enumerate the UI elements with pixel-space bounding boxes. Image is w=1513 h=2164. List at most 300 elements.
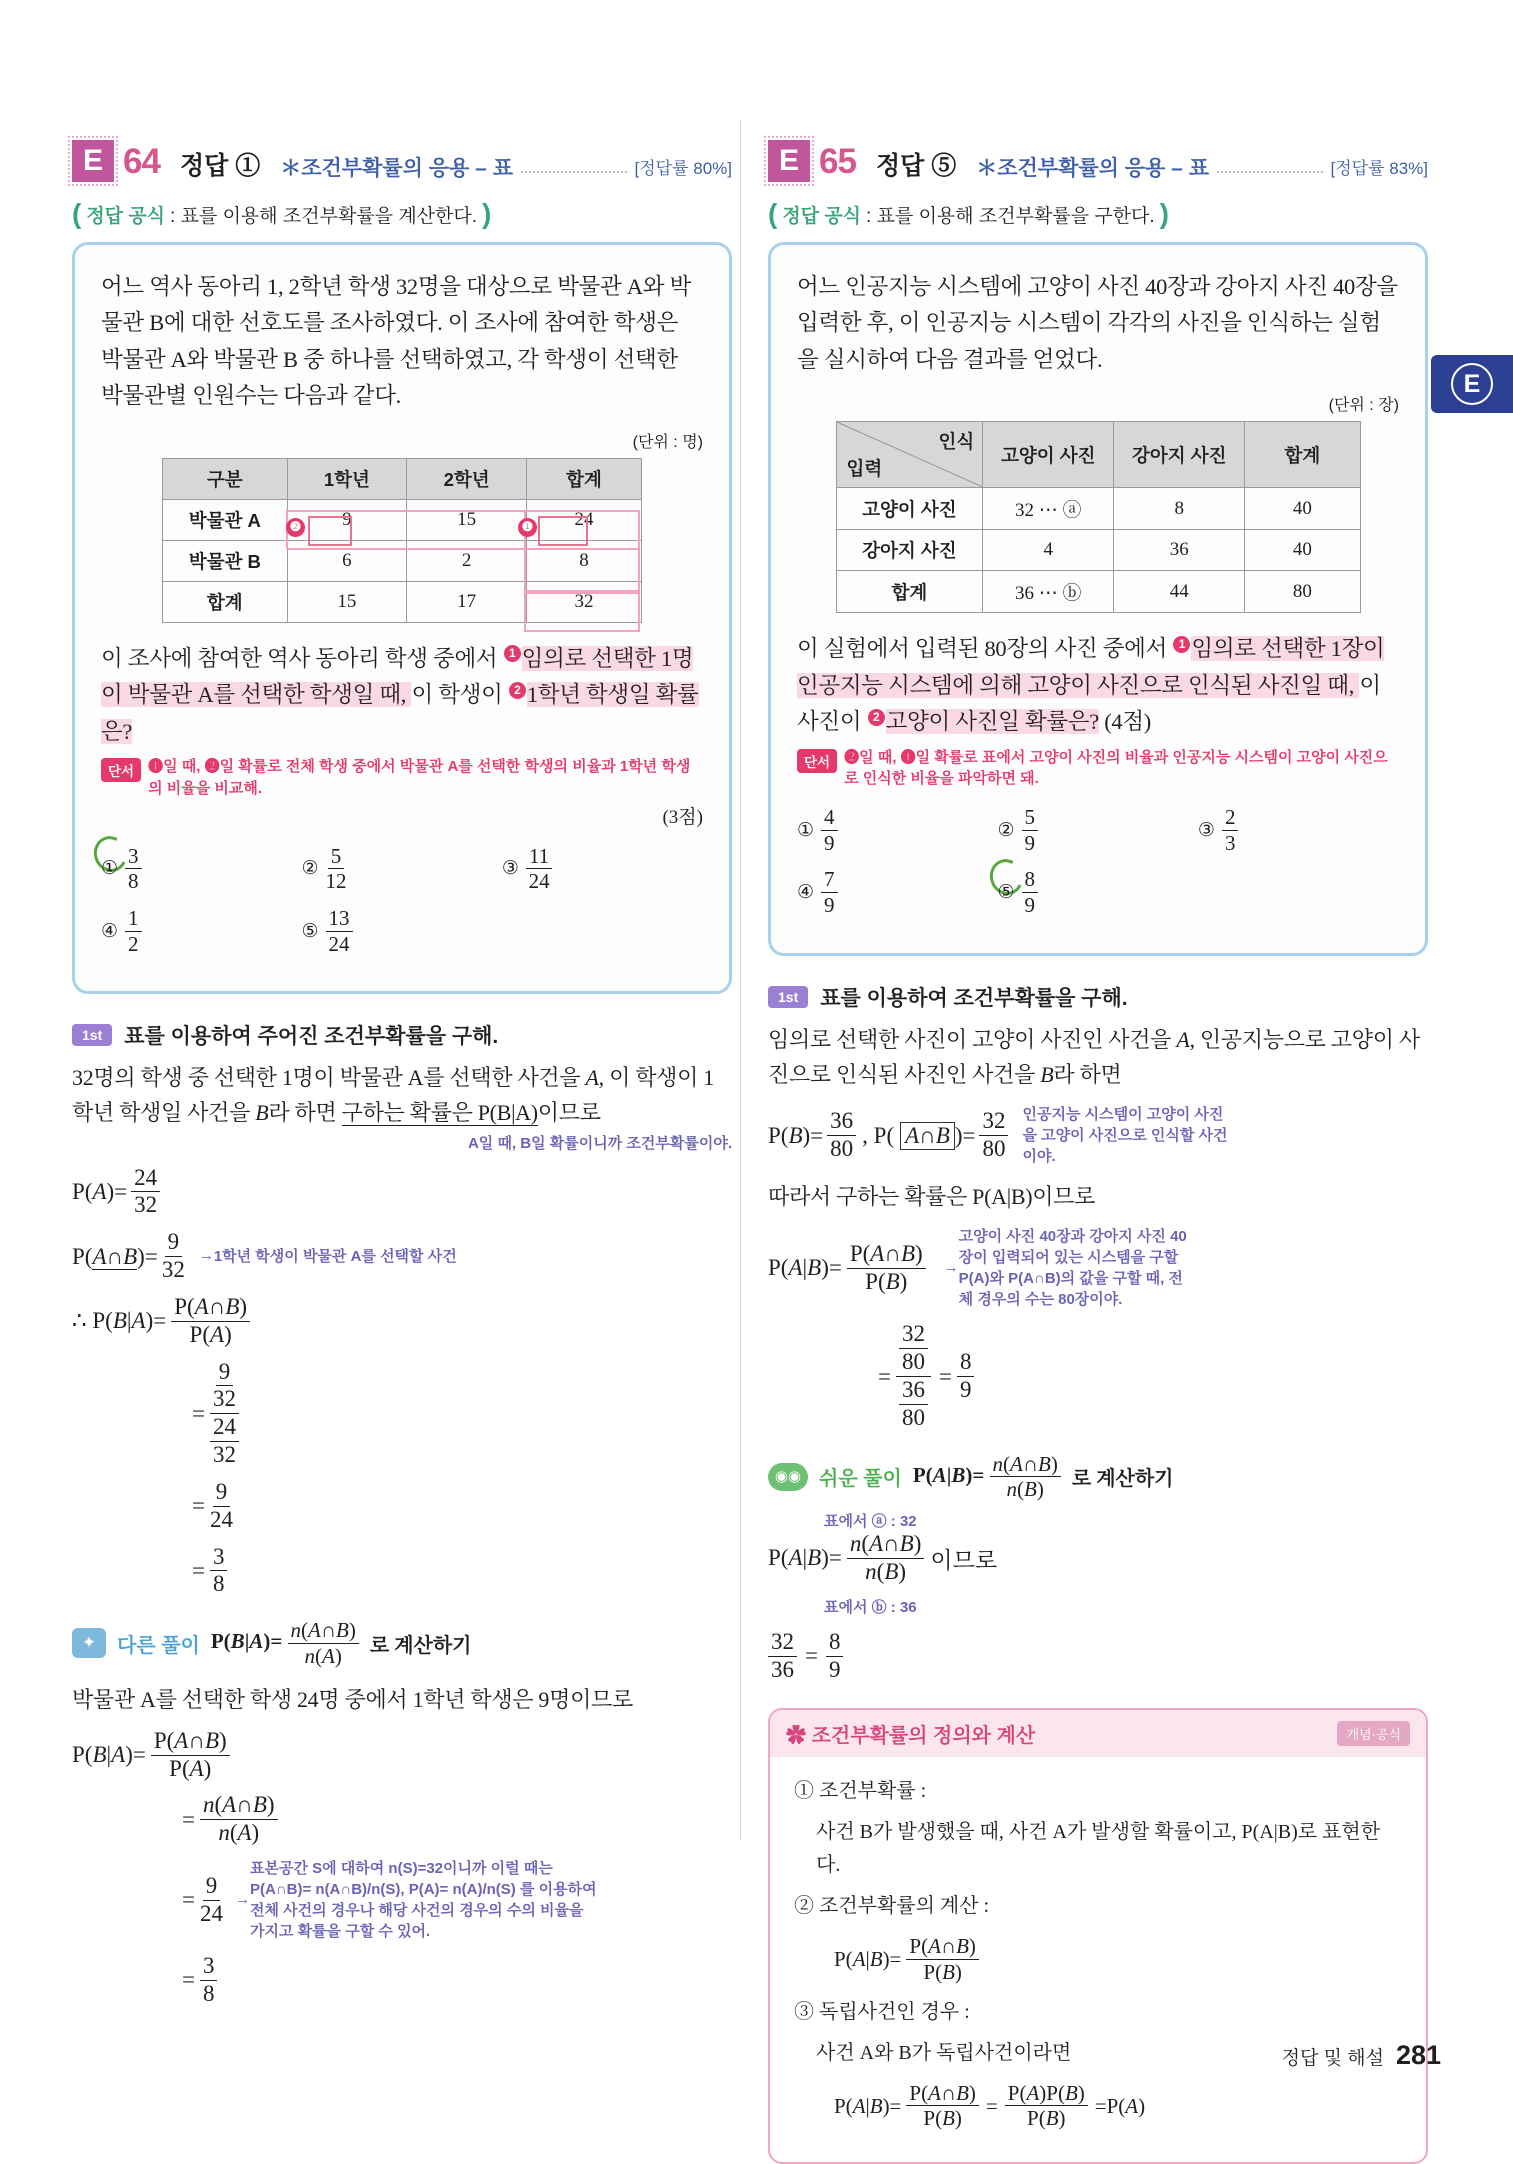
q-highlight-2: 고양이 사진일 확률은? bbox=[885, 709, 1099, 735]
solution-line-1 bbox=[72, 1060, 732, 1130]
alt-formula-fraction bbox=[288, 1619, 359, 1667]
eq-PAB65-fraction bbox=[979, 1109, 1008, 1162]
res4-numer: 3 bbox=[210, 1545, 228, 1572]
choice-4[interactable] bbox=[797, 868, 997, 916]
q-badge-1: 1 bbox=[504, 645, 521, 662]
alt-formula-denom: n(A) bbox=[304, 1643, 342, 1668]
chapter-chip-icon: E bbox=[768, 140, 810, 182]
row2-c2: 17 bbox=[407, 581, 527, 622]
alt-arrow-icon: → bbox=[234, 1891, 250, 1908]
eq-cond65-numer: P(A∩B) bbox=[847, 1242, 926, 1269]
eq-PB-PAB: P(B)= $\frac{36}{80}$ , P( A∩B )= $\frac{32}{80}$ 인공지능 시스템이 고양이 사진을 고양이 사진으로 인식할 사건이야. bbox=[768, 1104, 1428, 1167]
alt-eq1-denom: P(A) bbox=[169, 1755, 212, 1781]
solution-64 bbox=[72, 1020, 732, 2006]
eq-conditional: ∴ P(B|A)= $\frac{P(A\cap B)}{P(A)}$ bbox=[72, 1295, 732, 1348]
column-divider bbox=[740, 120, 741, 1840]
choice-3-numer: 2 bbox=[1222, 806, 1239, 831]
choice-5-num: ⑤ bbox=[301, 920, 319, 942]
res2-denom: 32 bbox=[212, 1442, 236, 1468]
choice-2-denom: 12 bbox=[325, 869, 347, 894]
concept-title-text: 조건부확률의 정의와 계산 bbox=[811, 1725, 1036, 1748]
concept-item-2: ② 조건부확률의 계산 : bbox=[794, 1895, 990, 1918]
choice-2-denom: 9 bbox=[1024, 830, 1035, 855]
corner-bottom-label: 입력 bbox=[846, 458, 883, 480]
th-1: 고양이 사진 bbox=[983, 422, 1114, 488]
answer-label bbox=[180, 146, 260, 182]
correct-rate: [정답률 80%] bbox=[634, 159, 732, 178]
eq-65-bot bbox=[899, 1377, 928, 1431]
res-top-denom: 80 bbox=[901, 1349, 925, 1375]
problem-stem: 어느 역사 동아리 1, 2학년 학생 32명을 대상으로 박물관 A와 박물관 B에 대한 선호도를 조사하였다. 이 조사에 참여한 학생은 박물관 A와 박물관 B 중 하나를 선택하였고, 각 학생이 선택한 박물관별 인원수는 다음과 같다. bbox=[101, 274, 691, 409]
easy-solution-label: 쉬운 풀이 bbox=[819, 1468, 902, 1491]
eq-PB-fraction bbox=[827, 1109, 856, 1162]
choices-row-1 bbox=[797, 806, 1399, 854]
eq-step-2: = $\frac{9}{24}$ bbox=[192, 1478, 233, 1532]
eq-cond-denom: P(A) bbox=[189, 1321, 232, 1347]
easy-mid-text: 이므로 bbox=[930, 1547, 998, 1573]
points-65: (4점) bbox=[1104, 709, 1152, 735]
row0-c3: 24 bbox=[527, 499, 642, 540]
q-badge-2: 2 bbox=[509, 682, 526, 699]
alt-final-denom: 8 bbox=[202, 1980, 215, 2006]
choice-spacer bbox=[502, 907, 702, 955]
concept-item-1: ① 조건부확률 : bbox=[794, 1780, 927, 1803]
row1-label: 강아지 사진 bbox=[836, 530, 983, 571]
choice-1-fraction bbox=[125, 845, 142, 893]
eq-PAB-numer: 9 bbox=[165, 1230, 183, 1257]
easy-final-numer: 32 bbox=[768, 1630, 797, 1657]
eq-cond-numer: P(A∩B) bbox=[171, 1295, 250, 1322]
data-table-64-wrap bbox=[162, 458, 642, 623]
row0-c3: 40 bbox=[1245, 488, 1360, 530]
concept-tag: 개념·공식 bbox=[1337, 1721, 1410, 1746]
eq-PAB-denom: 32 bbox=[161, 1257, 185, 1283]
sol-event-A: A bbox=[1176, 1026, 1190, 1052]
row0-c2: 8 bbox=[1114, 488, 1245, 530]
alt-eq2-fraction bbox=[200, 1793, 278, 1846]
hint-row-64 bbox=[101, 756, 703, 800]
choice-2-fraction bbox=[1022, 806, 1039, 854]
res-final-numer: 8 bbox=[957, 1350, 975, 1377]
flower-icon: ✿ bbox=[786, 1725, 806, 1748]
eq-PAB: P(A∩B)= $\frac{9}{32}$ → 1학년 학생이 박물관 A를 선택할 사건 bbox=[72, 1229, 457, 1283]
choice-4-fraction bbox=[821, 868, 838, 916]
step-text: 표를 이용하여 조건부확률을 구해. bbox=[820, 986, 1128, 1010]
problem-65-header bbox=[768, 130, 1428, 182]
choice-1-denom: 8 bbox=[128, 869, 139, 894]
table-row bbox=[163, 540, 642, 581]
table-row bbox=[836, 571, 1360, 613]
alt-eq3-fraction bbox=[200, 1874, 223, 1927]
res1-denom: 32 bbox=[212, 1386, 236, 1412]
res3-denom: 24 bbox=[209, 1506, 233, 1532]
row1-label: 박물관 B bbox=[163, 540, 288, 581]
row1-c2: 36 bbox=[1114, 530, 1245, 571]
alt-eq1-fraction bbox=[151, 1729, 230, 1782]
choices-row-2 bbox=[101, 907, 703, 955]
problem-question-64 bbox=[101, 641, 703, 750]
correct-rate: [정답률 83%] bbox=[1330, 159, 1428, 178]
concept-eq1-numer: P(A∩B) bbox=[906, 1935, 979, 1960]
choice-spacer bbox=[1198, 868, 1398, 916]
hint-tag: 단서 bbox=[797, 749, 837, 773]
row1-c1: 4 bbox=[983, 530, 1114, 571]
answer-value: ⑤ bbox=[931, 152, 957, 180]
choice-5-numer: 13 bbox=[326, 907, 353, 932]
concept-item-1-body: 사건 B가 발생했을 때, 사건 A가 발생할 확률이고, P(A|B)로 표현한다. bbox=[816, 1821, 1381, 1877]
row1-c1: 6 bbox=[287, 540, 407, 581]
alt-solution-note: 표본공간 S에 대하여 n(S)=32이니까 이럴 때는 P(A∩B)= n(A∩B)/n(S), P(A)= n(A)/n(S) 를 이용하여 전체 사건의 경우나 해당 사건의 경우의 수의 비율을 가지고 확률을 구할 수 있어. bbox=[249, 1860, 597, 1941]
alt-res-numer: 9 bbox=[203, 1874, 221, 1901]
choice-4-denom: 9 bbox=[824, 893, 835, 918]
eq-PAB-fraction bbox=[162, 1230, 185, 1283]
choice-1-num: ① bbox=[101, 858, 119, 880]
alt-formula-numer: n(A∩B) bbox=[288, 1619, 359, 1644]
choice-5[interactable] bbox=[997, 868, 1197, 916]
easy-note-a-wrap bbox=[768, 1511, 1428, 1532]
right-column bbox=[768, 0, 1428, 2164]
easy-eq: P(A|B)= $\frac{n(A\cap B)}{n(B)}$ 이므로 bbox=[768, 1531, 998, 1584]
answer-label-text: 정답 bbox=[875, 152, 925, 180]
th-2: 강아지 사진 bbox=[1114, 422, 1245, 488]
data-table-65-wrap bbox=[836, 421, 1361, 613]
alt-solution-line: 박물관 A를 선택한 학생 24명 중에서 1학년 학생은 9명이므로 bbox=[72, 1686, 633, 1712]
q-highlight-1: 임의로 선택한 1명이 박물관 A를 선택한 학생일 때, bbox=[101, 645, 694, 708]
data-table-64 bbox=[162, 458, 642, 623]
choice-3-fraction bbox=[1222, 806, 1239, 854]
q-part-2: 이 학생이 bbox=[411, 682, 508, 708]
choice-2[interactable] bbox=[301, 845, 501, 893]
alt-solution-formula: P(B|A)= $\frac{n(A\cap B)}{n(A)}$ bbox=[211, 1619, 359, 1667]
choice-5-numer: 8 bbox=[1022, 868, 1039, 893]
eq-65-complex-fraction bbox=[896, 1322, 931, 1430]
choices-row-1 bbox=[101, 845, 703, 893]
row0-label: 고양이 사진 bbox=[836, 488, 983, 530]
easy-solution-formula: P(A|B)= $\frac{n(A\cap B)}{n(B)}$ bbox=[913, 1453, 1061, 1501]
solution-line-1 bbox=[768, 1022, 1428, 1092]
res1-numer: 9 bbox=[216, 1360, 234, 1387]
eq-step1-top bbox=[213, 1360, 236, 1413]
choice-1-fraction bbox=[821, 806, 838, 854]
answer-formula-line-64 bbox=[72, 198, 732, 230]
eq-PAB65-numer: 32 bbox=[979, 1109, 1008, 1136]
choice-3-denom: 24 bbox=[528, 869, 550, 894]
eq-PA-denom: 32 bbox=[134, 1192, 158, 1218]
choice-5-denom: 24 bbox=[328, 931, 350, 956]
row1-c3: 8 bbox=[527, 540, 642, 581]
solution-step-65 bbox=[768, 982, 1428, 1012]
row2-c3: 80 bbox=[1245, 571, 1360, 613]
alt-eq-3: = $\frac{9}{24}$ → 표본공간 S에 대하여 n(S)=32이니까 이럴 때는 P(A∩B)= n(A∩B)/n(S), P(A)= n(A)/n(S) 를 이용하여 전체 사건의 경우나 해당 사건의 경우의 수의 비율을 가지고 확률을 구할 수 있어. bbox=[72, 1858, 732, 1942]
open-paren-icon: ( bbox=[768, 198, 778, 229]
sol-event-B: B bbox=[1040, 1062, 1054, 1087]
concept-eq1-fraction bbox=[906, 1935, 979, 1983]
alt-eq-2: = $\frac{n(A\cap B)}{n(A)}$ bbox=[72, 1793, 732, 1846]
choice-3-num: ③ bbox=[1197, 819, 1215, 841]
formula-label: 정답 공식 bbox=[782, 205, 862, 227]
choice-5-fraction bbox=[1022, 868, 1039, 916]
res2-numer: 24 bbox=[210, 1415, 239, 1442]
eq-cond65-denom: P(B) bbox=[865, 1268, 908, 1294]
q-part-1: 이 조사에 참여한 역사 동아리 학생 중에서 bbox=[101, 645, 503, 671]
choice-3[interactable] bbox=[502, 845, 702, 893]
concept-eq2b-fraction bbox=[1005, 2082, 1088, 2130]
solution-step-64 bbox=[72, 1020, 732, 1050]
easy-formula-fraction bbox=[990, 1453, 1061, 1501]
alt-eq-1: P(B|A)= $\frac{P(A\cap B)}{P(A)}$ bbox=[72, 1729, 732, 1782]
row2-label: 합계 bbox=[836, 571, 983, 613]
close-paren-icon: ) bbox=[1159, 198, 1169, 229]
row2-c3: 32 bbox=[527, 581, 642, 622]
formula-text: : 표를 이용해 조건부확률을 구한다. bbox=[866, 205, 1155, 227]
sol-l1d: 이므로 bbox=[537, 1100, 601, 1126]
alt-final-numer: 3 bbox=[200, 1954, 218, 1981]
problem-stem: 어느 인공지능 시스템에 고양이 사진 40장과 강아지 사진 40장을 입력한 후, 이 인공지능 시스템이 각각의 사진을 인식하는 실험을 실시하여 다음 결과를 얻었다. bbox=[797, 274, 1398, 372]
problem-question-65 bbox=[797, 631, 1399, 740]
formula-label: 정답 공식 bbox=[86, 205, 166, 227]
row2-c2: 44 bbox=[1114, 571, 1245, 613]
concept-eq2b-numer: P(A)P(B) bbox=[1005, 2082, 1088, 2107]
choice-5-fraction bbox=[326, 907, 353, 955]
hint-text: ❶일 때, ❷일 확률로 전체 학생 중에서 박물관 A를 선택한 학생의 비율과 1학년 학생의 비율을 비교해. bbox=[148, 758, 691, 797]
choice-1-denom: 9 bbox=[824, 830, 835, 855]
hint-tag: 단서 bbox=[101, 758, 141, 782]
unit-note: (단위 : 장) bbox=[1328, 397, 1399, 415]
easy-final-eq: $\frac{32}{36}$ = $\frac{8}{9}$ bbox=[768, 1630, 1428, 1683]
solution-note-2: 1학년 학생이 박물관 A를 선택할 사건 bbox=[213, 1248, 457, 1266]
solution-65 bbox=[768, 982, 1428, 2164]
eq-PAB65-denom: 80 bbox=[982, 1136, 1006, 1162]
chapter-side-tab bbox=[1431, 355, 1513, 413]
th-3: 합계 bbox=[527, 458, 642, 499]
answer-value: ① bbox=[235, 152, 261, 180]
marker-badge-1: ❶ bbox=[518, 518, 537, 537]
q-badge-1: 1 bbox=[1173, 636, 1190, 653]
easy-final-denom: 36 bbox=[771, 1656, 794, 1682]
concept-item-3: ③ 독립사건인 경우 : bbox=[794, 2000, 970, 2023]
res4-denom: 8 bbox=[212, 1571, 225, 1597]
row2-c1: 15 bbox=[287, 581, 407, 622]
sol-l1-underlined: 구하는 확률은 P(B|A) bbox=[341, 1100, 538, 1126]
easy-note-b: 표에서 ⓑ : 36 bbox=[824, 1598, 917, 1616]
concept-body bbox=[770, 1757, 1426, 2162]
choice-1[interactable] bbox=[797, 806, 997, 854]
easy-eq-denom: n(B) bbox=[865, 1558, 907, 1584]
row2-c1: 36 ⋯ ⓑ bbox=[983, 571, 1114, 613]
hint-text: ❷일 때, ❶일 확률로 표에서 고양이 사진의 비율과 인공지능 시스템이 고양이 사진으로 인식한 비율을 파악하면 돼. bbox=[844, 748, 1388, 788]
easy-eq-fraction bbox=[847, 1532, 925, 1585]
marker-badge-2: ❷ bbox=[286, 518, 305, 537]
concept-eq2b-denom: P(B) bbox=[1027, 2106, 1066, 2131]
q-badge-2: 2 bbox=[868, 709, 885, 726]
sol-event-A: A bbox=[585, 1065, 599, 1091]
answer-label-text: 정답 bbox=[179, 152, 229, 180]
problem-64-header bbox=[72, 130, 732, 182]
concept-eq2-denom: P(B) bbox=[923, 2106, 962, 2131]
choices-row-2 bbox=[797, 868, 1399, 916]
alt-eq2-numer: n(A∩B) bbox=[200, 1793, 278, 1820]
choice-3-numer: 11 bbox=[526, 845, 552, 870]
step-tag: 1st bbox=[768, 986, 808, 1008]
eq-65-final-fraction bbox=[957, 1350, 975, 1403]
eq-cond65-fraction bbox=[847, 1242, 926, 1295]
res-bot-numer: 36 bbox=[899, 1378, 928, 1405]
easy-note-a: 표에서 ⓐ : 32 bbox=[824, 1513, 917, 1531]
row2-label: 합계 bbox=[163, 581, 288, 622]
footer-label: 정답 및 해설 bbox=[1281, 2048, 1384, 2069]
choice-4[interactable] bbox=[101, 907, 301, 955]
easy-formula-numer: n(A∩B) bbox=[990, 1453, 1061, 1478]
easy-solution-icon: ◉◉ bbox=[768, 1463, 808, 1491]
choice-1[interactable] bbox=[101, 845, 301, 893]
page-footer bbox=[1282, 2040, 1441, 2071]
q-highlight-2: 1학년 학생일 확률은? bbox=[101, 682, 699, 744]
easy-final-fraction bbox=[768, 1630, 797, 1683]
th-3: 합계 bbox=[1245, 422, 1360, 488]
concept-item-3-body: 사건 A와 B가 독립사건이라면 bbox=[816, 2041, 1072, 2064]
choice-2-numer: 5 bbox=[328, 845, 345, 870]
row0-label: 박물관 A bbox=[163, 499, 288, 540]
data-table-65 bbox=[836, 421, 1361, 613]
easy-final2-numer: 8 bbox=[826, 1630, 844, 1657]
concept-eq2-fraction bbox=[906, 2082, 979, 2130]
concept-header bbox=[770, 1710, 1426, 1757]
choice-3-fraction bbox=[526, 845, 552, 893]
left-column bbox=[72, 0, 732, 2019]
easy-final2-fraction bbox=[826, 1630, 844, 1683]
easy-formula-denom: n(B) bbox=[1006, 1477, 1044, 1502]
choice-3-num: ③ bbox=[501, 858, 519, 880]
sol-l1b: , 인공지능으로 고양이 사진으로 인식된 사진인 사건을 bbox=[768, 1026, 1420, 1087]
concept-eq1-denom: P(B) bbox=[923, 1960, 962, 1985]
table-row bbox=[163, 581, 642, 622]
alt-solution-label: 다른 풀이 bbox=[117, 1634, 200, 1657]
sol-l1c: 라 하면 bbox=[268, 1100, 342, 1126]
eq-step2-fraction bbox=[210, 1480, 233, 1533]
table-row bbox=[163, 499, 642, 540]
solution-note-2: 고양이 사진 40장과 강아지 사진 40장이 입력되어 있는 시스템을 구할 P(A)와 P(A∩B)의 값을 구할 때, 전체 경우의 수는 80장이야. bbox=[958, 1228, 1187, 1309]
topic-label: ＊조건부확률의 응용 – 표 bbox=[976, 157, 1209, 180]
table-row bbox=[836, 488, 1360, 530]
choice-2-num: ② bbox=[997, 819, 1015, 841]
eq-PA-numer: 24 bbox=[131, 1166, 160, 1193]
concept-eq2-numer: P(A∩B) bbox=[906, 2082, 979, 2107]
sol-l1c: 라 하면 bbox=[1053, 1062, 1122, 1087]
eq-step1-denom bbox=[210, 1414, 239, 1468]
sol-l1a: 임의로 선택한 사진이 고양이 사진인 사건을 bbox=[768, 1026, 1177, 1052]
easy-solution-header bbox=[768, 1453, 1428, 1501]
res-bot-denom: 80 bbox=[901, 1404, 925, 1430]
choice-3-denom: 3 bbox=[1224, 830, 1236, 855]
th-2: 2학년 bbox=[407, 458, 527, 499]
side-tab-letter: E bbox=[1451, 363, 1493, 405]
easy-final2-denom: 9 bbox=[828, 1656, 841, 1682]
problem-number: 65 bbox=[819, 142, 856, 181]
q-highlight-1: 임의로 선택한 1장이 인공지능 시스템에 의해 고양이 사진으로 인식된 사진일 때, bbox=[797, 636, 1385, 698]
res3-numer: 9 bbox=[213, 1480, 231, 1507]
eq-cond-fraction bbox=[171, 1295, 250, 1348]
choice-4-numer: 1 bbox=[125, 907, 142, 932]
choice-2-fraction bbox=[326, 845, 347, 893]
choice-4-fraction bbox=[125, 907, 142, 955]
choice-5-denom: 9 bbox=[1024, 893, 1035, 918]
eq-65-top-frac bbox=[899, 1322, 928, 1375]
topic-label: ＊조건부확률의 응용 – 표 bbox=[280, 157, 513, 180]
choice-4-numer: 7 bbox=[821, 868, 838, 893]
choice-4-num: ④ bbox=[101, 920, 119, 942]
corner-header-cell bbox=[836, 422, 983, 488]
choice-2-numer: 5 bbox=[1022, 806, 1039, 831]
step-text: 표를 이용하여 주어진 조건부확률을 구해. bbox=[124, 1025, 499, 1049]
solution-note-1: 인공지능 시스템이 고양이 사진을 고양이 사진으로 인식할 사건이야. bbox=[1022, 1106, 1228, 1166]
choice-5-num: ⑤ bbox=[997, 882, 1015, 904]
res-top-numer: 32 bbox=[899, 1322, 928, 1349]
table-header-row bbox=[836, 422, 1360, 488]
choice-3[interactable] bbox=[1198, 806, 1398, 854]
q-part-1: 이 실험에서 입력된 80장의 사진 중에서 bbox=[797, 636, 1173, 662]
eq-step-1: = $\frac{\frac{9}{32}}{\frac{24}{32}}$ bbox=[72, 1360, 732, 1468]
choices-64 bbox=[101, 845, 703, 956]
alt-eq-4: = $\frac{3}{8}$ bbox=[72, 1954, 732, 2007]
solution-note-1: A일 때, B일 확률이니까 조건부확률이야. bbox=[467, 1134, 732, 1152]
alt-eq2-denom: n(A) bbox=[218, 1820, 260, 1846]
solution-line-2: 따라서 구하는 확률은 P(A|B)이므로 bbox=[768, 1184, 1096, 1210]
problem-number: 64 bbox=[123, 142, 160, 181]
chapter-chip-icon: E bbox=[72, 140, 114, 182]
answer-label bbox=[876, 146, 956, 182]
page-number: 281 bbox=[1395, 2040, 1441, 2070]
choice-2[interactable] bbox=[997, 806, 1197, 854]
eq-PB-denom: 80 bbox=[830, 1136, 854, 1162]
header-dot-leader bbox=[521, 171, 627, 173]
open-paren-icon: ( bbox=[72, 198, 82, 229]
choice-5[interactable] bbox=[301, 907, 501, 955]
corner-top-label: 인식 bbox=[938, 431, 975, 453]
sol-l1a: 32명의 학생 중 선택한 1명이 박물관 A를 선택한 사건을 bbox=[72, 1065, 586, 1091]
eq-cond-65: P(A|B)= $\frac{P(A\cap B)}{P(B)}$ → 고양이 사진 40장과 강아지 사진 40장이 입력되어 있는 시스템을 구할 P(A)와 P(A∩B)의 값을 구할 때, 전체 경우의 수는 80장이야. bbox=[768, 1228, 1187, 1309]
choice-1-numer: 3 bbox=[125, 845, 142, 870]
row0-c1: 32 ⋯ ⓐ bbox=[983, 488, 1114, 530]
eq-65-top bbox=[896, 1322, 931, 1377]
q-part-2: 이 사진이 bbox=[797, 672, 1381, 735]
arrow-icon: → bbox=[943, 1259, 959, 1276]
sol-l1b: , 이 학생이 1학년 학생일 사건을 bbox=[72, 1065, 714, 1126]
alt-solution-header bbox=[72, 1619, 732, 1667]
concept-eq-1: P(A|B)= $\frac{P(A\cap B)}{P(B)}$ bbox=[794, 1935, 1402, 1983]
concept-title bbox=[786, 1719, 1035, 1748]
concept-eq-2: P(A|B)= $\frac{P(A\cap B)}{P(B)}$ = $\frac{P(A)P(B)}{P(B)}$ =P(A) bbox=[834, 2080, 1146, 2131]
eq-65-bot-frac bbox=[899, 1378, 928, 1431]
res-final-denom: 9 bbox=[959, 1377, 972, 1403]
alt-formula-tail: 로 계산하기 bbox=[369, 1634, 472, 1657]
eq-step3-fraction bbox=[210, 1545, 228, 1598]
alt-res-denom: 24 bbox=[199, 1900, 223, 1926]
problem-65-card bbox=[768, 242, 1428, 956]
eq-PA-fraction bbox=[131, 1166, 160, 1219]
row1-c2: 2 bbox=[407, 540, 527, 581]
choice-4-denom: 2 bbox=[128, 931, 139, 956]
choices-65 bbox=[797, 806, 1399, 917]
alt-eq4-fraction bbox=[200, 1954, 218, 2007]
points-64: (3점) bbox=[662, 806, 703, 828]
arrow-icon: → bbox=[198, 1248, 214, 1265]
choice-1-num: ① bbox=[797, 819, 815, 841]
alt-solution-icon: ✦ bbox=[72, 1628, 106, 1658]
close-paren-icon: ) bbox=[482, 198, 492, 229]
eq-step1-bottom bbox=[210, 1415, 239, 1468]
choice-4-num: ④ bbox=[797, 882, 815, 904]
row0-c1: 9 bbox=[287, 499, 407, 540]
